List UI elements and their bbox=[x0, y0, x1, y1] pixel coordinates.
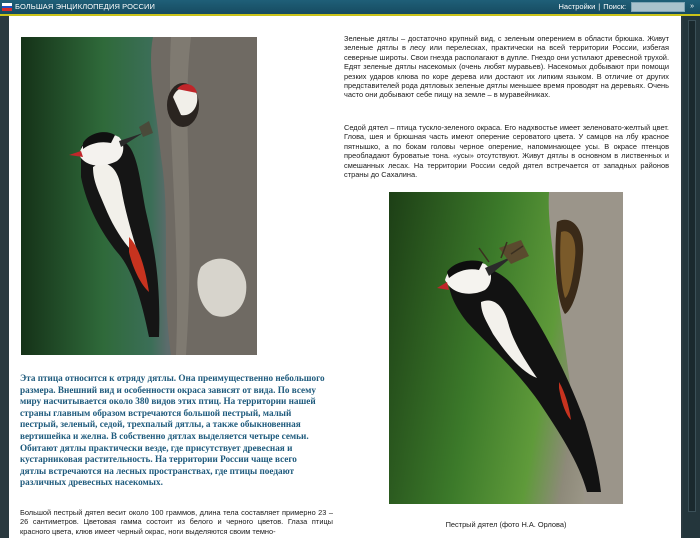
title-bar bbox=[0, 0, 700, 16]
article-page bbox=[9, 16, 681, 538]
vertical-scrollbar[interactable] bbox=[683, 16, 700, 538]
intro-paragraph: Эта птица относится к отряду дятлы. Она преимущественно небольшого размера. Внешний вид и особенности окраса зависят от вида. По всему миру насчитывается около 380 видов этих птиц. На территории нашей страны главным образом встречаются большой пестрый, малый пестрый, зеленый, седой, трехпалый дятлы, а также обыкновенная вертишейка и желна. В собственно дятлах выделяется четыре семьи. Обитают дятлы практически везде, где присутствует древесная и кустарниковая растительность. На территории России чаще всего дятлы встречаются на лесных пространствах, где птицы поедают различных древесных насекомых. bbox=[20, 373, 325, 488]
photo-caption: Пестрый дятел (фото Н.А. Орлова) bbox=[445, 520, 567, 529]
woodpecker-photo-right bbox=[389, 192, 623, 504]
scrollbar-thumb[interactable] bbox=[688, 20, 696, 512]
russian-flag-icon bbox=[2, 3, 12, 11]
search-input[interactable] bbox=[631, 2, 685, 12]
search-label: Поиск: bbox=[603, 2, 627, 11]
settings-link[interactable]: Настройки bbox=[558, 2, 596, 11]
separator: | bbox=[598, 2, 601, 11]
app-title: БОЛЬШАЯ ЭНЦИКЛОПЕДИЯ РОССИИ bbox=[15, 2, 156, 11]
great-spotted-woodpecker-paragraph: Большой пестрый дятел весит около 100 граммов, длина тела составляет примерно 23 – 26 сантиметров. Цветовая гамма состоит из белого и черного цветов. Глаза птицы красного цвета, клюв имеет черный окрас, ноги выделяются своим темно- bbox=[20, 508, 333, 536]
top-controls bbox=[558, 0, 694, 14]
grey-woodpecker-paragraph: Седой дятел – птица тускло-зеленого окраса. Его надхвостье имеет зеленовато-желтый цвет. Глова, шея и брюшная часть имеют оперение сероватого цвета. У самцов на лбу красное пятнышко, а по бокам головы черное оперение, напоминающее усы. В окрасе птенцов преобладают буроватые тона. «усы» отсутствуют. Живут дятлы в основном в лиственных и смешанных лесах. На территории России седой дятел встречается от западных районов страны до Сахалина. bbox=[344, 123, 669, 180]
woodpecker-photo-left bbox=[21, 37, 257, 355]
green-woodpecker-paragraph: Зеленые дятлы – достаточно крупный вид, с зеленым оперением в области брюшка. Живут зеленые дятлы в лесу или перелесках, практически на всей территории России, избегая северные широты. Свои гнезда располагают в дупле. Гнездо они устилают древесной трухой. Едят зеленые дятлы насекомых (очень любят муравьев). Насекомых добывают при помощи резких ударов клюва по коре дерева или достают их липким языком. В отличие от других представителей рода дятловых зеленые дятлы меньшее время проводят на деревьях. Очень часто они добывают себе пищу на земле – в муравейниках. bbox=[344, 34, 669, 100]
arrow-right-icon[interactable]: » bbox=[690, 3, 694, 10]
